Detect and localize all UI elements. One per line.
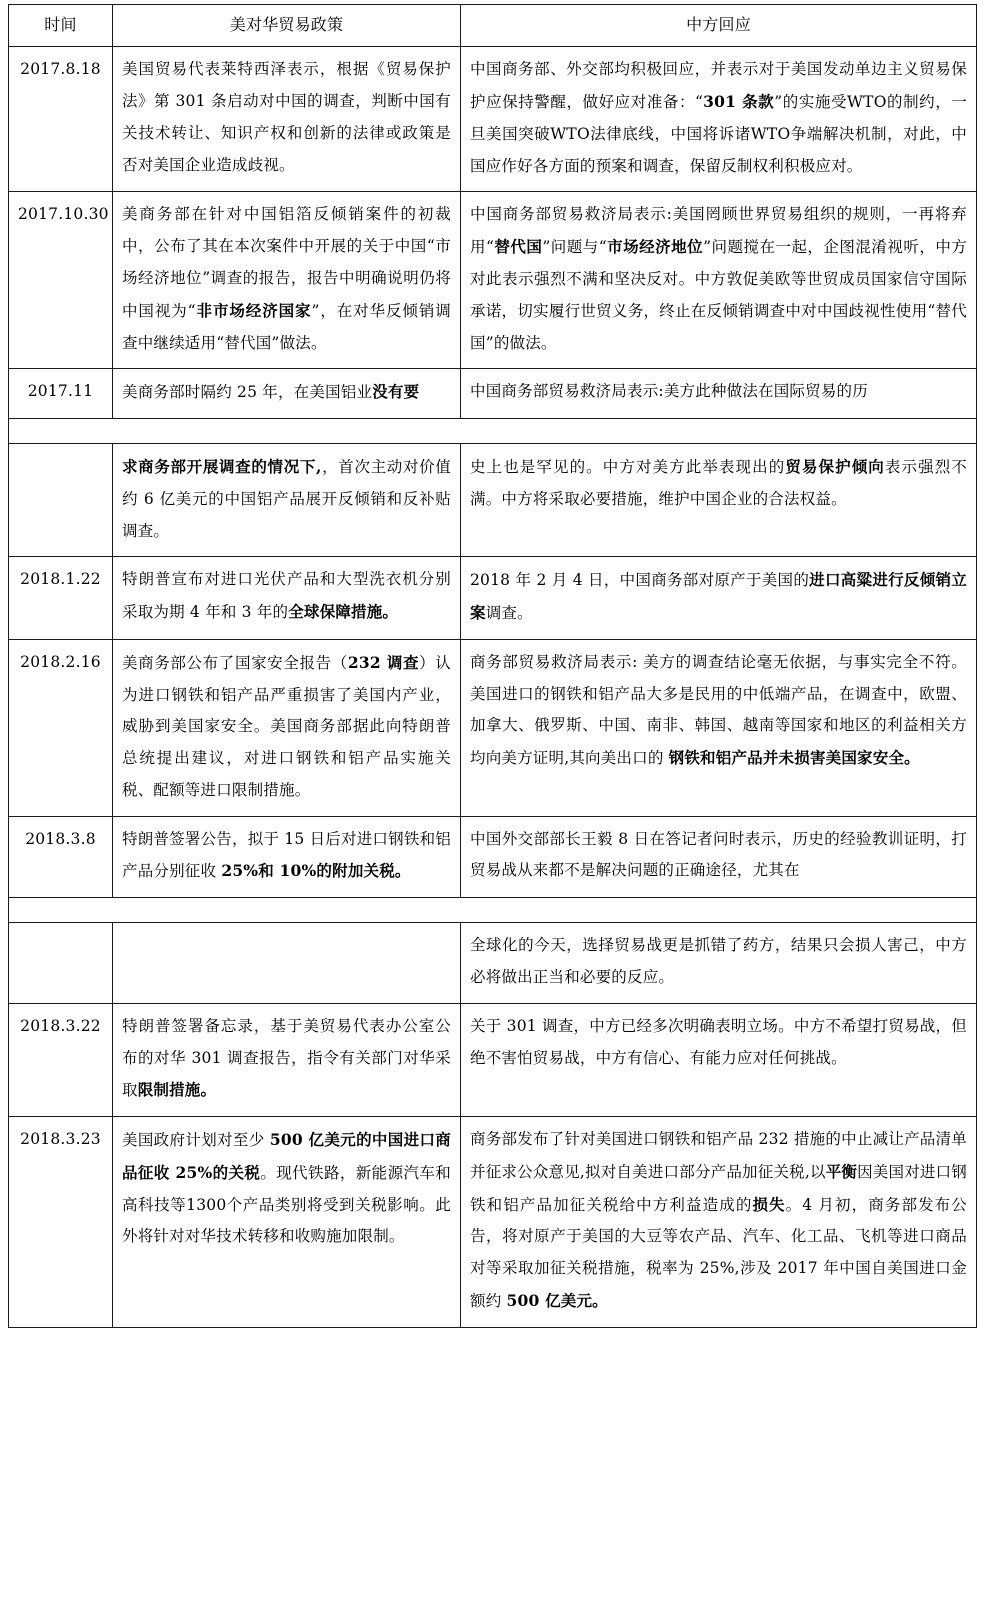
cell-time: 2018.3.8 xyxy=(9,816,113,898)
cell-policy xyxy=(113,1117,461,1328)
body-text: 中国商务部贸易救济局表示:美方此种做法在国际贸易的历 xyxy=(470,382,868,401)
cell-response xyxy=(461,639,977,816)
table-header-row xyxy=(9,5,977,47)
cell-time xyxy=(9,444,113,557)
emphasized-text: 贸易保护倾向 xyxy=(785,457,885,477)
cell-policy xyxy=(113,369,461,419)
body-text: ，首次主动对价值约 6 亿美元的中国铝产品展开反倾销和反补贴调查。 xyxy=(122,458,451,540)
body-text: 中国商务部贸易救济局表示:美国罔顾世界贸易组织的规则，一再将弃用“ xyxy=(470,205,967,257)
body-text: 史上也是罕见的。中方对美方此举表现出的 xyxy=(470,458,786,477)
cell-time: 2018.3.23 xyxy=(9,1117,113,1328)
column-header-policy: 美对华贸易政策 xyxy=(113,5,461,47)
table-row xyxy=(9,192,977,369)
table-body xyxy=(9,47,977,1327)
cell-response xyxy=(461,816,977,898)
body-text: 关于 301 调查，中方已经多次明确表明立场。中方不希望打贸易战，但绝不害怕贸易战，中方有信心、有能力应对任何挑战。 xyxy=(470,1016,967,1067)
cell-time: 2018.2.16 xyxy=(9,639,113,816)
emphasized-text: 平衡 xyxy=(825,1161,858,1181)
cell-time: 2017.11 xyxy=(9,369,113,419)
cell-response xyxy=(461,192,977,369)
table-row xyxy=(9,47,977,192)
body-text: 中国商务部、外交部均积极回应，并表示对于美国发动单边主义贸易保护应保持警醒，做好应对准备：“ xyxy=(470,60,967,112)
cell-time xyxy=(9,923,113,1004)
cell-policy xyxy=(113,47,461,192)
body-text: 美国政府计划对至少 xyxy=(122,1131,270,1150)
emphasized-text: 全球保障措施。 xyxy=(288,602,399,622)
body-text: 美商务部公布了国家安全报告（ xyxy=(122,653,348,672)
emphasized-text: 没有要 xyxy=(372,382,420,402)
table-row xyxy=(9,923,977,1004)
table-header xyxy=(9,5,977,47)
body-text: 因美国对进口钢铁和铝产品加征关税给中方利益造成的 xyxy=(470,1162,968,1214)
table-row xyxy=(9,444,977,557)
body-text: 全球化的今天，选择贸易战更是抓错了药方，结果只会损人害己，中方必将做出正当和必要的反应。 xyxy=(470,936,967,986)
emphasized-text: 钢铁和铝产品并未损害美国家安全。 xyxy=(668,748,920,768)
body-text: 2018 年 2 月 4 日，中国商务部对原产于美国的 xyxy=(470,571,810,590)
body-text: 美商务部在针对中国铝箔反倾销案件的初裁中，公布了其在本次案件中开展的关于中国“市场经济地位”调查的报告，报告中明确说明仍将中国视为“ xyxy=(122,205,451,320)
body-text: ”，在对华反倾销调查中继续适用“替代国”做法。 xyxy=(122,301,451,352)
body-text: ”的实施受WTO的制约，一旦美国突破WTO法律底线，中国将诉诸WTO争端解决机制，对此，中国应作好各方面的预案和调查，保留反制权利积极应对。 xyxy=(470,93,967,175)
emphasized-text: 25%和 10%的附加关税。 xyxy=(221,861,411,881)
cell-policy xyxy=(113,639,461,816)
emphasized-text: 替代国 xyxy=(494,237,543,257)
table-row xyxy=(9,639,977,816)
page-break-spacer-cell xyxy=(9,419,977,444)
body-text: 。现代铁路，新能源汽车和高科技等1300个产品类别将受到关税影响。此外将针对对华技术转移和收购施加限制。 xyxy=(122,1163,451,1246)
cell-response xyxy=(461,47,977,192)
emphasized-text: 500 亿美元的中国进口商品征收 25%的关税 xyxy=(122,1130,451,1182)
emphasized-text: 500 亿美元。 xyxy=(506,1290,608,1310)
table-row xyxy=(9,1003,977,1116)
table-row xyxy=(9,1117,977,1328)
emphasized-text: 市场经济地位 xyxy=(606,237,704,257)
body-text: 调查。 xyxy=(485,604,533,623)
cell-policy xyxy=(113,557,461,640)
emphasized-text: 限制措施。 xyxy=(137,1080,217,1100)
body-text: ）认为进口钢铁和铝产品严重损害了美国内产业，威胁到美国家安全。美国商务部据此向特朗普总统提出建议，对进口钢铁和铝产品实施关税、配额等进口限制措施。 xyxy=(122,653,451,799)
body-text: 。4 月初，商务部发布公告，将对原产于美国的大豆等农产品、汽车、化工品、飞机等进口商品对等采取加征关税措施，税率为 25%,涉及 2017 年中国自美国进口金额约 xyxy=(470,1195,967,1310)
column-header-response: 中方回应 xyxy=(461,5,977,47)
table-row xyxy=(9,369,977,419)
page-break-spacer-cell xyxy=(9,898,977,923)
cell-time: 2018.1.22 xyxy=(9,557,113,640)
body-text: ”问题与“ xyxy=(542,238,607,257)
column-header-time: 时间 xyxy=(9,5,113,47)
body-text: 商务部贸易救济局表示: 美方的调查结论毫无依据，与事实完全不符。美国进口的钢铁和铝产品大多是民用的中低端产品，在调查中，欧盟、加拿大、俄罗斯、中国、南非、韩国、越南等国家和地区的利益相关方均向美方证明,其向美出口的 xyxy=(470,652,967,768)
page-break-spacer xyxy=(9,898,977,923)
cell-policy xyxy=(113,923,461,1004)
cell-time: 2017.10.30 xyxy=(9,192,113,369)
cell-policy xyxy=(113,1003,461,1116)
cell-time: 2017.8.18 xyxy=(9,47,113,192)
body-text: 美商务部时隔约 25 年，在美国铝业 xyxy=(122,383,373,402)
cell-time: 2018.3.22 xyxy=(9,1003,113,1116)
trade-policy-table xyxy=(8,4,977,1328)
body-text: 美国贸易代表莱特西泽表示，根据《贸易保护法》第 301 条启动对中国的调查，判断中国有关技术转让、知识产权和创新的法律或政策是否对美国企业造成歧视。 xyxy=(122,60,451,174)
body-text: 表示强烈不满。中方将采取必要措施，维护中国企业的合法权益。 xyxy=(470,458,967,508)
body-text: 特朗普签署备忘录，基于美贸易代表办公室公布的对华 301 调查报告，指令有关部门对华采取 xyxy=(122,1016,451,1100)
cell-response xyxy=(461,369,977,419)
emphasized-text: 301 条款 xyxy=(703,92,775,112)
cell-policy xyxy=(113,444,461,557)
body-text: 商务部发布了针对美国进口钢铁和铝产品 232 措施的中止减让产品清单并征求公众意见,拟对自美进口部分产品加征关税,以 xyxy=(470,1130,967,1181)
table-row xyxy=(9,816,977,898)
body-text: 特朗普签署公告，拟于 15 日后对进口钢铁和铝产品分别征收 xyxy=(122,829,451,881)
cell-policy xyxy=(113,816,461,898)
emphasized-text: 非市场经济国家 xyxy=(195,300,312,320)
emphasized-text: 232 调查 xyxy=(347,652,420,672)
body-text: 特朗普宣布对进口光伏产品和大型洗衣机分别采取为期 4 年和 3 年的 xyxy=(122,570,451,622)
body-text: 中国外交部部长王毅 8 日在答记者问时表示，历史的经验教训证明，打贸易战从来都不是解决问题的正确途径，尤其在 xyxy=(470,829,967,880)
cell-response xyxy=(461,923,977,1004)
cell-response xyxy=(461,557,977,640)
emphasized-text: 进口高粱进行反倾销立案 xyxy=(470,570,967,623)
page-break-spacer xyxy=(9,419,977,444)
cell-response xyxy=(461,1117,977,1328)
emphasized-text: 损失 xyxy=(752,1194,786,1214)
table-row xyxy=(9,557,977,640)
emphasized-text: 求商务部开展调查的情况下, xyxy=(122,457,322,477)
cell-response xyxy=(461,444,977,557)
body-text: ”问题搅在一起，企图混淆视听，中方对此表示强烈不满和坚决反对。中方敦促美欧等世贸成员国家信守国际承诺，切实履行世贸义务，终止在反倾销调查中对中国歧视性使用“替代国”的做法。 xyxy=(470,238,968,352)
cell-response xyxy=(461,1003,977,1116)
cell-policy xyxy=(113,192,461,369)
